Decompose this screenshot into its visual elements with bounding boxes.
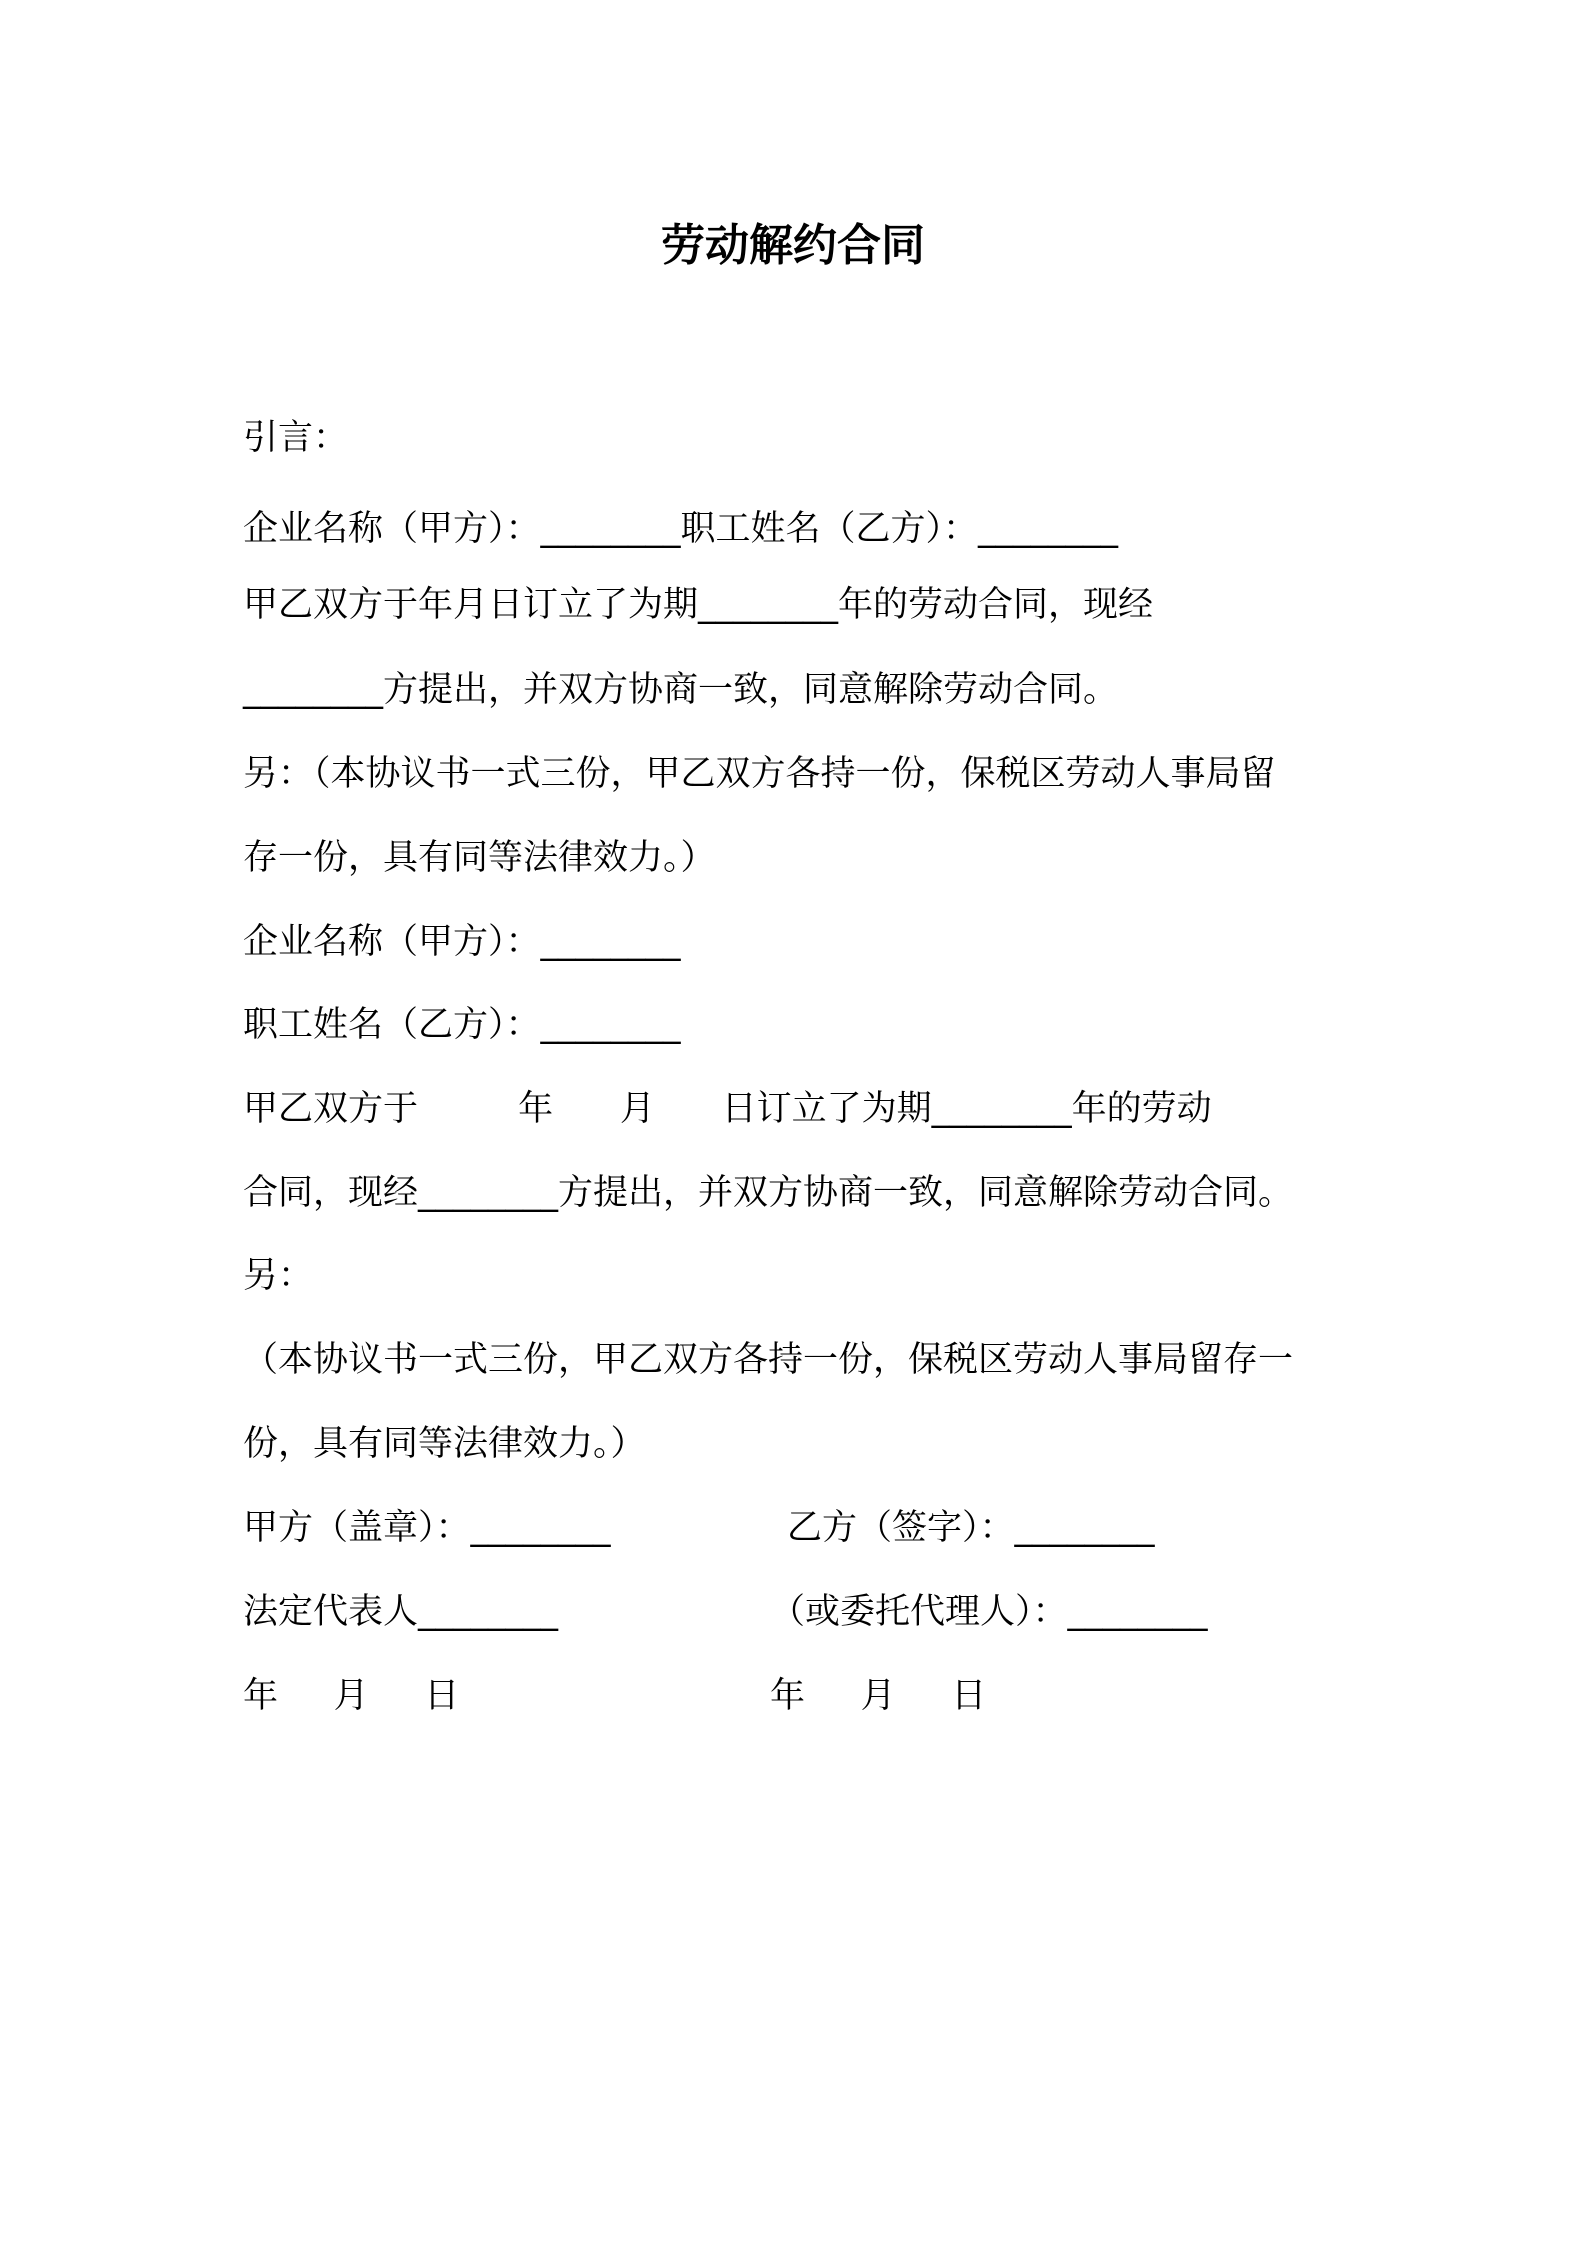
termination-line: 合同，现经________方提出，并双方协商一致，同意解除劳动合同。	[243, 1173, 1294, 1213]
company-name-line: 企业名称（甲方）：________	[243, 922, 681, 962]
contract-term-line: 甲乙双方于年月日订立了为期________年的劳动合同，现经	[243, 585, 1154, 625]
proposal-line: ________方提出，并双方协商一致，同意解除劳动合同。	[243, 670, 1119, 710]
document-title: 劳动解约合同	[661, 220, 925, 271]
contract-date-line: 甲乙双方于 年 月 日订立了为期________年的劳动	[243, 1089, 1212, 1129]
copies-note-line-1: 另：（本协议书一式三份，甲乙双方各持一份，保税区劳动人事局留	[243, 754, 1276, 794]
copies-note-line-2: 存一份，具有同等法律效力。）	[243, 838, 716, 878]
intro-label: 引言：	[243, 418, 349, 458]
party-b-signature: 乙方（签字）：________	[787, 1508, 1155, 1548]
party-a-seal: 甲方（盖章）：________	[243, 1508, 611, 1548]
party-b-date: 年 月 日	[770, 1676, 987, 1716]
employee-name-line: 职工姓名（乙方）：________	[243, 1005, 681, 1045]
other-label: 另：	[243, 1256, 314, 1296]
copies-note-line-4: 份，具有同等法律效力。）	[243, 1424, 646, 1464]
authorized-agent: （或委托代理人）：________	[770, 1592, 1208, 1632]
copies-note-line-3: （本协议书一式三份，甲乙双方各持一份，保税区劳动人事局留存一	[243, 1340, 1294, 1380]
parties-line: 企业名称（甲方）：________职工姓名（乙方）：________	[243, 509, 1119, 549]
party-a-date: 年 月 日	[243, 1676, 460, 1716]
legal-representative: 法定代表人________	[243, 1592, 559, 1632]
